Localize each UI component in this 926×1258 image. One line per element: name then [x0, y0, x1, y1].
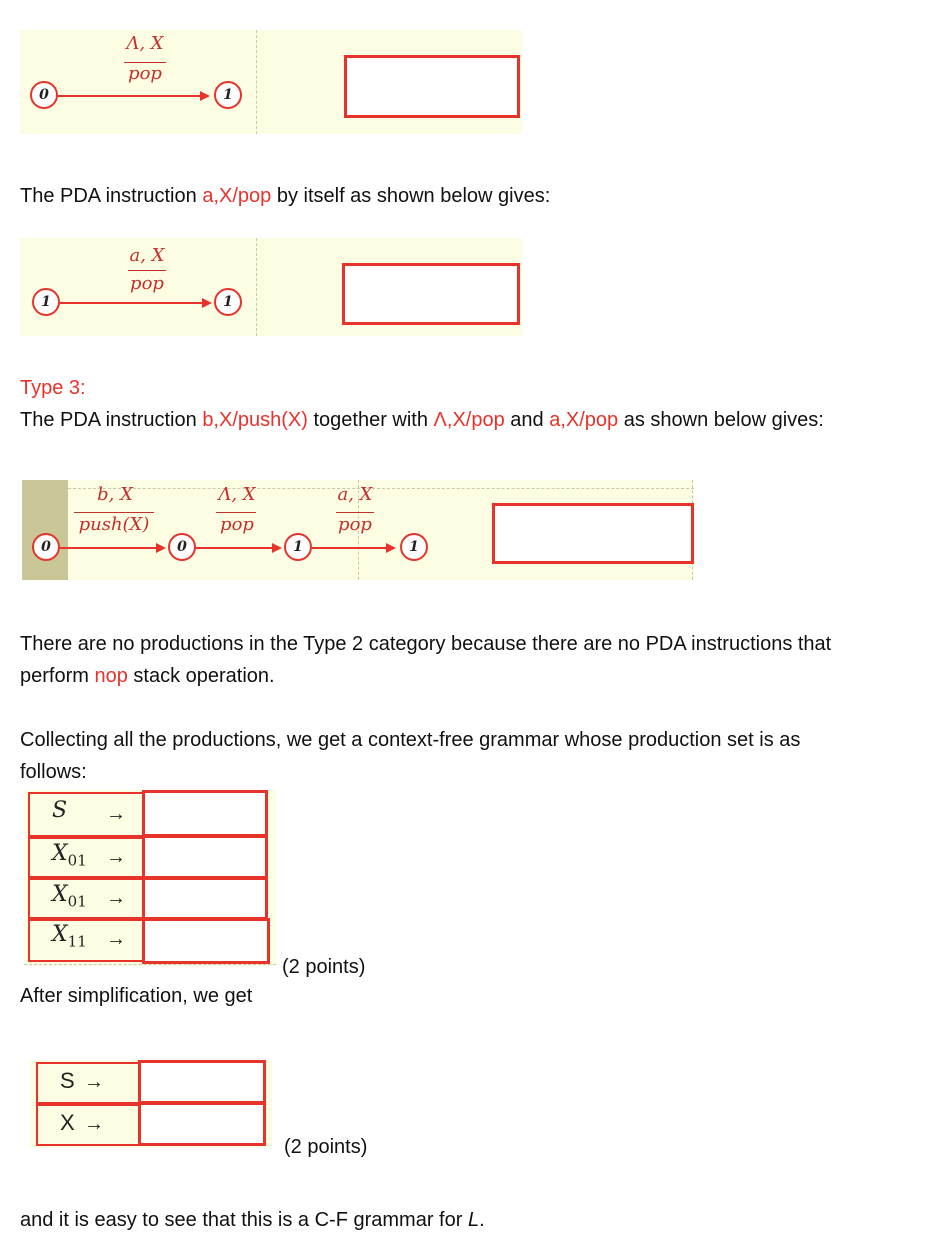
- type-3-mid-1: together with: [307, 409, 434, 431]
- diagram-3-edge-2-label-top: Λ, X: [218, 484, 256, 505]
- production-row-1-symbol: S: [52, 798, 68, 823]
- diagram-3-edge-3-label-bottom: pop: [338, 514, 372, 535]
- diagram-3-state-3: 1: [284, 533, 312, 561]
- simplified-row-1-answer-box[interactable]: [138, 1060, 266, 1104]
- production-row-1-answer-box[interactable]: [142, 790, 268, 837]
- diagram-1-state-to: 1: [214, 81, 242, 109]
- production-table-bottom-rule: [24, 964, 276, 965]
- diagram-2-state-to: 1: [214, 288, 242, 316]
- diagram-2-edge-label-top: a, X: [129, 245, 165, 266]
- production-row-3-arrow: →: [106, 887, 126, 909]
- diagram-2-edge: [60, 302, 204, 304]
- diagram-1-state-from: 0: [30, 81, 58, 109]
- type-3-heading: Type 3:: [20, 377, 86, 399]
- para-2-suffix: stack operation.: [127, 665, 275, 687]
- production-row-1-arrow: →: [106, 803, 126, 825]
- after-simplification-text: After simplification, we get: [20, 985, 253, 1007]
- production-row-3-subscript: 01: [67, 892, 87, 911]
- type-3-highlight-a-pop: a,X/pop: [549, 409, 619, 431]
- diagram-3-edge-3-label-top: a, X: [337, 484, 373, 505]
- final-italic: L: [467, 1209, 480, 1231]
- diagram-3-edge-1-arrowhead: [156, 543, 166, 553]
- diagram-2-state-from: 1: [32, 288, 60, 316]
- production-row-4-answer-box[interactable]: [142, 918, 270, 964]
- diagram-3-state-1: 0: [32, 533, 60, 561]
- simplified-row-1-arrow: →: [84, 1071, 104, 1093]
- para-1-highlight: a,X/pop: [202, 185, 272, 207]
- para-3-line-1: Collecting all the productions, we get a context-free grammar whose production set is as: [20, 729, 801, 751]
- simplified-row-1-symbol: S: [60, 1068, 75, 1093]
- production-row-4-arrow: →: [106, 928, 126, 950]
- para-2-line-2: [20, 660, 275, 692]
- diagram-1-divider: [256, 30, 257, 134]
- diagram-3-edge-2: [196, 547, 274, 549]
- production-row-4-lhs: [52, 922, 87, 950]
- points-label-2: (2 points): [284, 1136, 368, 1158]
- diagram-3-state-4: 1: [400, 533, 428, 561]
- production-row-2-arrow: →: [106, 846, 126, 868]
- diagram-3-edge-1: [60, 547, 158, 549]
- production-row-3-lhs: [52, 882, 87, 910]
- final-line: [20, 1204, 485, 1236]
- diagram-1-edge-label-bottom: pop: [128, 63, 162, 84]
- production-row-4-subscript: 11: [67, 932, 87, 951]
- diagram-1-answer-box[interactable]: [344, 55, 520, 118]
- para-2-line-1: There are no productions in the Type 2 category because there are no PDA instructions that: [20, 633, 832, 655]
- simplified-row-2-answer-box[interactable]: [138, 1102, 266, 1146]
- diagram-3-state-2: 0: [168, 533, 196, 561]
- diagram-1-edge-arrowhead: [200, 91, 210, 101]
- diagram-3-edge-1-label-top: b, X: [97, 484, 133, 505]
- diagram-2-edge-label-bottom: pop: [130, 273, 164, 294]
- diagram-3-edge-1-label-bar: [74, 512, 154, 513]
- final-prefix: and it is easy to see that this is a C-F grammar for: [20, 1209, 468, 1231]
- diagram-2-answer-box[interactable]: [342, 263, 520, 325]
- simplified-row-2-symbol: X: [60, 1110, 75, 1135]
- production-row-3-symbol: X: [52, 882, 68, 907]
- production-row-2-answer-box[interactable]: [142, 835, 268, 879]
- diagram-2-edge-arrowhead: [202, 298, 212, 308]
- diagram-3-edge-2-label-bottom: pop: [220, 514, 254, 535]
- production-row-4-symbol: X: [52, 922, 68, 947]
- type-3-highlight-lambda-pop: Λ,X/pop: [433, 409, 505, 431]
- production-row-1-lhs-cell: [28, 792, 144, 837]
- type-3-highlight-push: b,X/push(X): [202, 409, 308, 431]
- final-suffix: .: [479, 1209, 485, 1231]
- diagram-2-edge-label-bar: [128, 270, 166, 271]
- diagram-3-edge-1-label-bottom: push(X): [78, 514, 150, 535]
- production-row-2-lhs: [52, 841, 87, 869]
- production-row-2-subscript: 01: [67, 851, 87, 870]
- production-row-3-answer-box[interactable]: [142, 877, 268, 920]
- production-row-1-lhs: [52, 798, 67, 826]
- para-3-line-2: follows:: [20, 761, 87, 783]
- diagram-1-edge: [56, 95, 202, 97]
- production-row-2-symbol: X: [52, 841, 68, 866]
- type-3-description: [20, 404, 824, 436]
- points-label-1: (2 points): [282, 956, 366, 978]
- diagram-3-edge-2-arrowhead: [272, 543, 282, 553]
- para-1-suffix: by itself as shown below gives:: [271, 185, 551, 207]
- para-1: [20, 180, 550, 212]
- diagram-3-edge-2-label-bar: [216, 512, 256, 513]
- simplified-row-2-arrow: →: [84, 1113, 104, 1135]
- para-2-highlight: nop: [94, 665, 128, 687]
- diagram-3-edge-3: [312, 547, 388, 549]
- para-1-prefix: The PDA instruction: [20, 185, 203, 207]
- para-2-prefix: perform: [20, 665, 95, 687]
- diagram-3-edge-3-arrowhead: [386, 543, 396, 553]
- diagram-3-edge-3-label-bar: [336, 512, 374, 513]
- type-3-prefix: The PDA instruction: [20, 409, 203, 431]
- type-3-mid-2: and: [504, 409, 550, 431]
- diagram-1-edge-label-top: Λ, X: [126, 33, 164, 54]
- type-3-suffix: as shown below gives:: [618, 409, 824, 431]
- diagram-3-shaded-column: [22, 480, 68, 580]
- diagram-3-answer-box[interactable]: [492, 503, 694, 564]
- diagram-2-divider: [256, 238, 257, 336]
